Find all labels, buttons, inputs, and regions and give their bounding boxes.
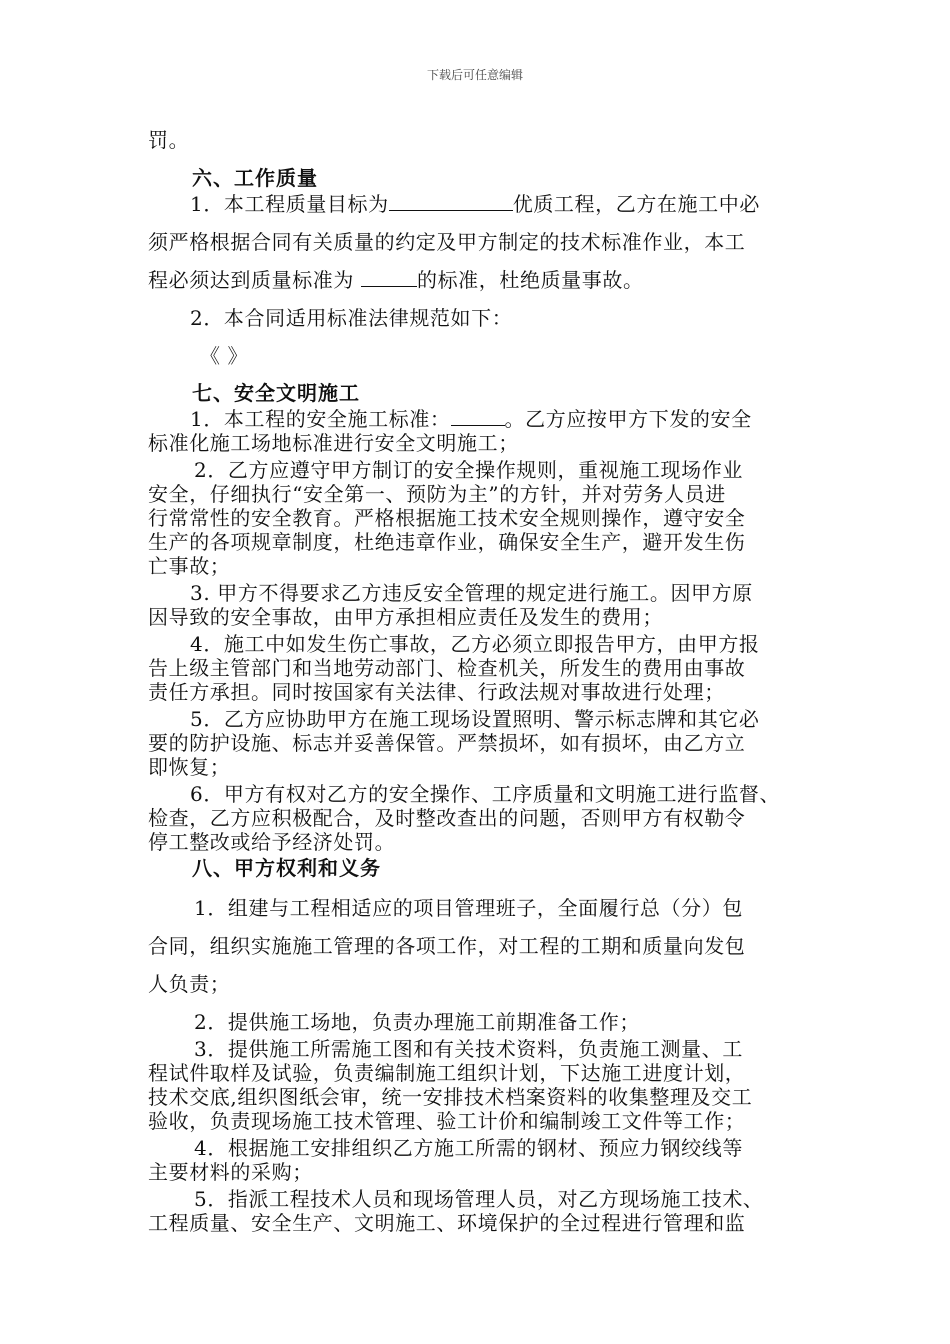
fill-in-blank-quality-target bbox=[389, 192, 513, 211]
text-line: 合同，组织实施施工管理的各项工作，对工程的工期和质量向发包 bbox=[148, 934, 746, 958]
text-line: 6．甲方有权对乙方的安全操作、工序质量和文明施工进行监督、 bbox=[190, 782, 781, 806]
text-line: 5．指派工程技术人员和现场管理人员，对乙方现场施工技术、 bbox=[194, 1187, 764, 1211]
text-line: 罚。 bbox=[148, 128, 190, 152]
text-line bbox=[148, 192, 808, 216]
text-line: 安全，仔细执行“安全第一、预防为主”的方针，并对劳务人员进 bbox=[148, 482, 726, 506]
section-heading-safety: 七、安全文明施工 bbox=[192, 381, 360, 405]
text-line: 要的防护设施、标志并妥善保管。严禁损坏，如有损坏，由乙方立 bbox=[148, 731, 746, 755]
text-line: 技术交底,组织图纸会审，统一安排技术档案资料的收集整理及交工 bbox=[148, 1085, 753, 1109]
line-suffix: 优质工程，乙方在施工中必 bbox=[512, 192, 760, 216]
document-body bbox=[148, 124, 808, 1235]
text-line: 4．施工中如发生伤亡事故，乙方必须立即报告甲方，由甲方报 bbox=[190, 632, 760, 656]
text-line: 2．乙方应遵守甲方制订的安全操作规则，重视施工现场作业 bbox=[194, 458, 743, 482]
text-line: 告上级主管部门和当地劳动部门、检查机关，所发生的费用由事故 bbox=[148, 656, 746, 680]
text-line: 《 》 bbox=[200, 344, 249, 368]
text-line: 须严格根据合同有关质量的约定及甲方制定的技术标准作业，本工 bbox=[148, 230, 746, 254]
fill-in-blank-quality-standard bbox=[361, 268, 417, 287]
section-heading-party-a: 八、甲方权利和义务 bbox=[192, 856, 381, 880]
text-line: 人负责； bbox=[148, 972, 231, 996]
text-line: 生产的各项规章制度，杜绝违章作业，确保安全生产，避开发生伤 bbox=[148, 530, 746, 554]
line-prefix: 1．本工程的安全施工标准： bbox=[190, 407, 451, 431]
text-line: 行常常性的安全教育。严格根据施工技术安全规则操作，遵守安全 bbox=[148, 506, 746, 530]
text-line: 责任方承担。同时按国家有关法律、行政法规对事故进行处理； bbox=[148, 680, 725, 704]
text-line bbox=[148, 268, 808, 292]
text-line: 停工整改或给予经济处罚。 bbox=[148, 830, 396, 854]
text-line: 检查，乙方应积极配合，及时整改查出的问题，否则甲方有权勒令 bbox=[148, 806, 746, 830]
text-line: 程试件取样及试验，负责编制施工组织计划，下达施工进度计划， bbox=[148, 1061, 746, 1085]
text-line: 标准化施工场地标准进行安全文明施工； bbox=[148, 431, 519, 455]
text-line: 工程质量、安全生产、文明施工、环境保护的全过程进行管理和监 bbox=[148, 1211, 746, 1235]
text-line: 验收，负责现场施工技术管理、验工计价和编制竣工文件等工作； bbox=[148, 1109, 746, 1133]
text-line: 2．提供施工场地，负责办理施工前期准备工作； bbox=[194, 1010, 640, 1034]
page-header-note: 下载后可任意编辑 bbox=[426, 68, 523, 82]
text-line: 5．乙方应协助甲方在施工现场设置照明、警示标志牌和其它必 bbox=[190, 707, 760, 731]
text-line: 亡事故； bbox=[148, 554, 231, 578]
text-line bbox=[148, 407, 808, 431]
text-line: 4．根据施工安排组织乙方施工所需的钢材、预应力钢绞线等 bbox=[194, 1136, 743, 1160]
section-heading-quality: 六、工作质量 bbox=[192, 166, 318, 190]
text-line: 1．组建与工程相适应的项目管理班子，全面履行总（分）包 bbox=[194, 896, 743, 920]
line-prefix: 1．本工程质量目标为 bbox=[190, 192, 389, 216]
line-suffix: 。乙方应按甲方下发的安全 bbox=[504, 407, 752, 431]
fill-in-blank-safety-standard bbox=[451, 407, 505, 426]
text-line: 因导致的安全事故，由甲方承担相应责任及发生的费用； bbox=[148, 605, 663, 629]
text-line: 3. 甲方不得要求乙方违反安全管理的规定进行施工。因甲方原 bbox=[190, 581, 753, 605]
text-line: 即恢复； bbox=[148, 755, 231, 779]
line-suffix: 的标准，杜绝质量事故。 bbox=[416, 268, 644, 292]
text-line: 2．本合同适用标准法律规范如下： bbox=[190, 306, 513, 330]
text-line: 主要材料的采购； bbox=[148, 1160, 313, 1184]
text-line: 3．提供施工所需施工图和有关技术资料，负责施工测量、工 bbox=[194, 1037, 743, 1061]
line-prefix: 程必须达到质量标准为 bbox=[148, 268, 361, 292]
